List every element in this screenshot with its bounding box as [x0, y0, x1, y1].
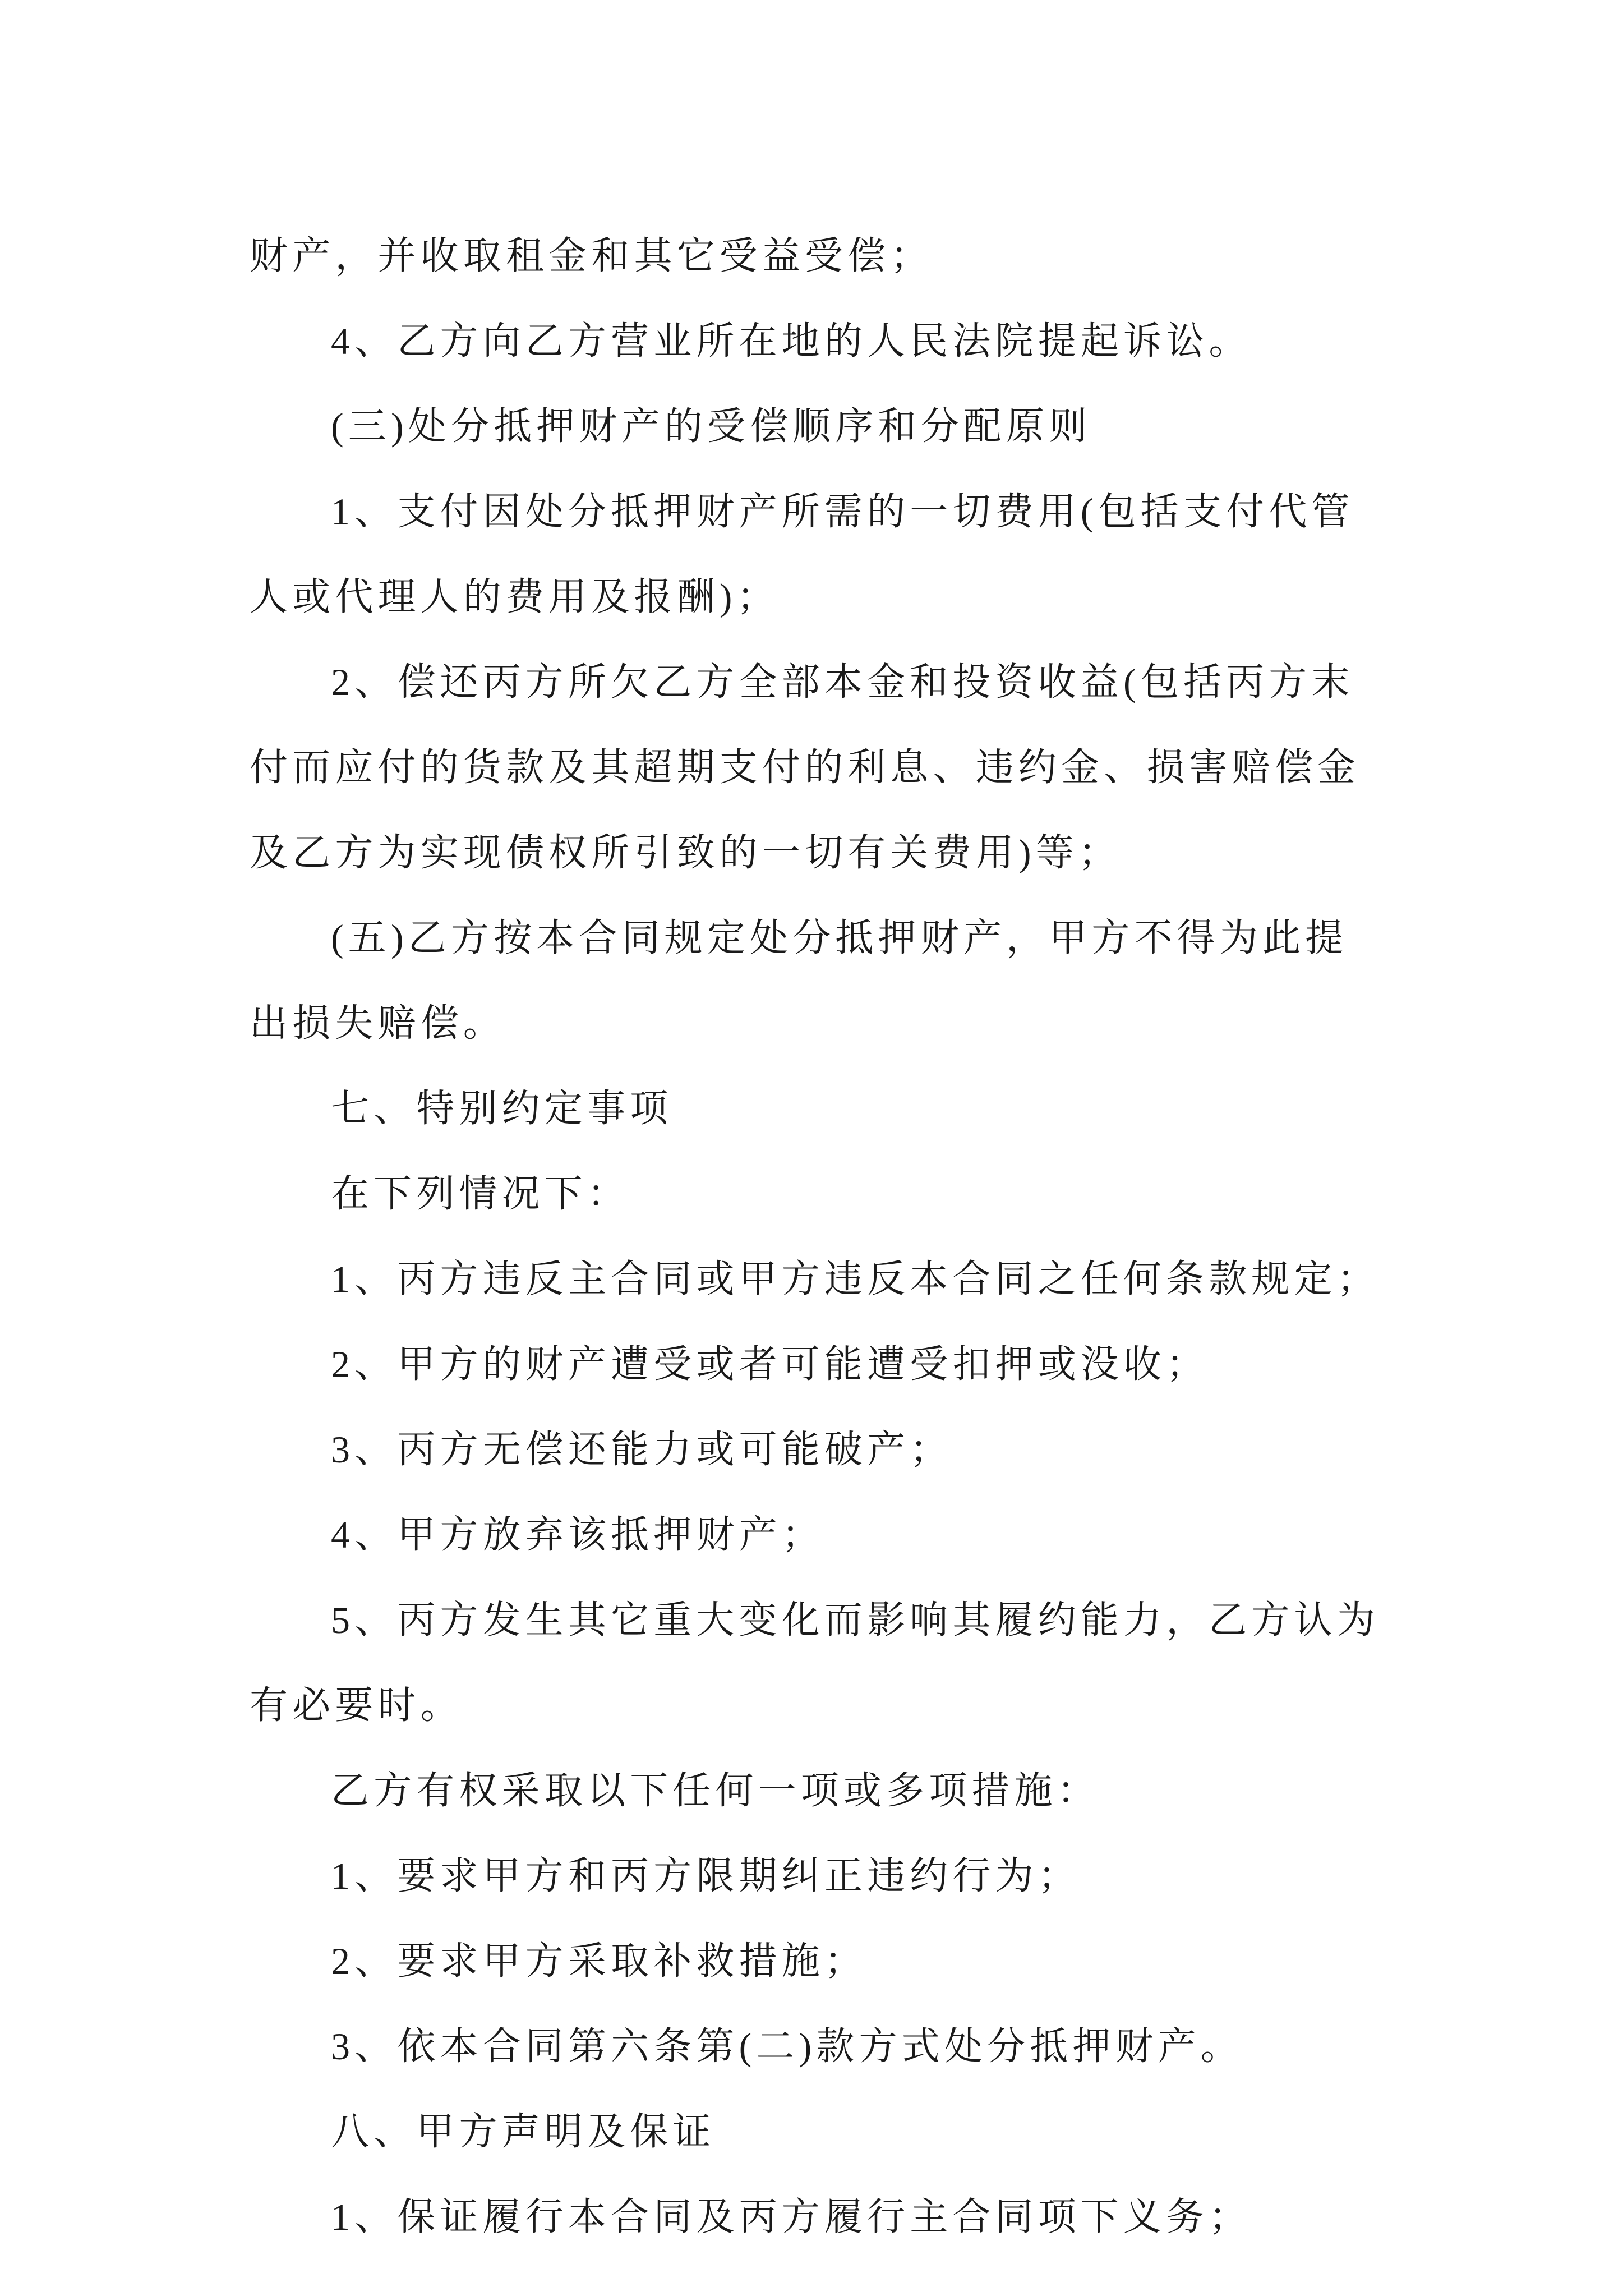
paragraph-8: 在下列情况下：	[331, 1172, 630, 1215]
paragraph-2: 4、乙方向乙方营业所在地的人民法院提起诉讼。	[331, 320, 1252, 362]
paragraph-4: 1、支付因处分抵押财产所需的一切费用(包括支付代管人或代理人的费用及报酬)；	[250, 490, 1354, 618]
list-item-9: 1、丙方违反主合同或甲方违反本合同之任何条款规定；	[331, 1258, 1380, 1300]
paragraph-6: (五)乙方按本合同规定处分抵押财产，甲方不得为此提出损失赔偿。	[250, 917, 1348, 1045]
list-item-15: 1、要求甲方和丙方限期纠正违约行为；	[331, 1855, 1081, 1897]
list-item-19: 1、保证履行本合同及丙方履行主合同项下义务；	[331, 2196, 1252, 2238]
list-item-12: 4、甲方放弃该抵押财产；	[331, 1513, 824, 1556]
list-item-10: 2、甲方的财产遭受或者可能遭受扣押或没收；	[331, 1343, 1209, 1386]
section-heading-7: 七、特别约定事项	[331, 1087, 673, 1130]
document-body	[250, 213, 1388, 2260]
list-item-16: 2、要求甲方采取补救措施；	[331, 1940, 868, 1982]
list-item-11: 3、丙方无偿还能力或可能破产；	[331, 1428, 953, 1471]
list-item-13: 5、丙方发生其它重大变化而影响其履约能力，乙方认为有必要时。	[250, 1599, 1380, 1727]
section-heading-3: (三)处分抵押财产的受偿顺序和分配原则	[331, 405, 1092, 448]
section-heading-18: 八、甲方声明及保证	[331, 2110, 716, 2153]
list-item-17: 3、依本合同第六条第(二)款方式处分抵押财产。	[331, 2025, 1243, 2068]
paragraph-1: 财产，并收取租金和其它受益受偿；	[250, 234, 933, 277]
paragraph-5: 2、偿还丙方所欠乙方全部本金和投资收益(包括丙方末付而应付的货款及其超期支付的利息、违约金、损害赔偿金及乙方为实现债权所引致的一切有关费用)等；	[250, 661, 1361, 874]
paragraph-14: 乙方有权采取以下任何一项或多项措施：	[331, 1769, 1100, 1812]
